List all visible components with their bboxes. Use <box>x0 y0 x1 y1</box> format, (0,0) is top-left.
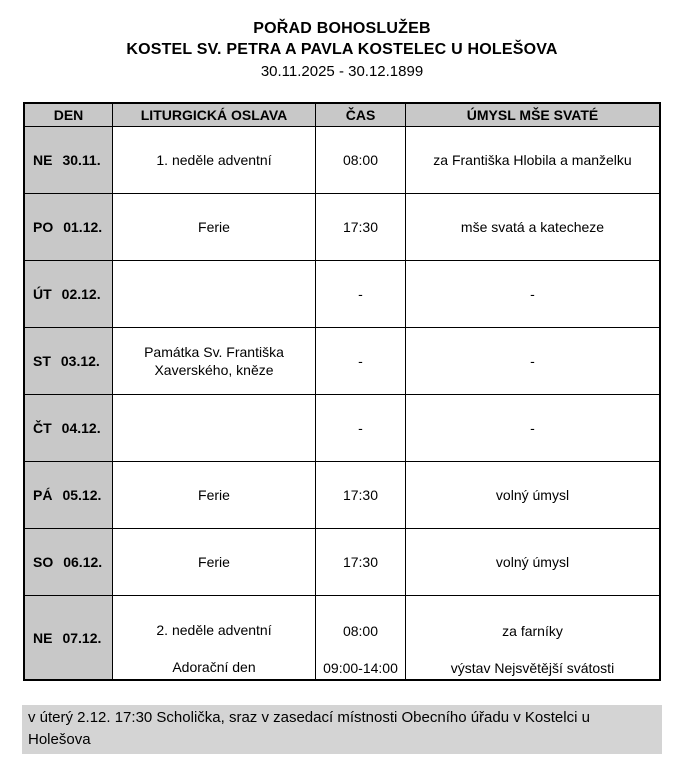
header-time: ČAS <box>315 104 405 126</box>
footer-note: v úterý 2.12. 17:30 Scholička, sraz v zasedací místnosti Obecního úřadu v Kostelci u Holešova <box>22 705 662 754</box>
church-name: KOSTEL SV. PETRA A PAVLA KOSTELEC U HOLEŠOVA <box>126 41 558 58</box>
title-block <box>0 0 684 82</box>
day-cell <box>25 193 112 260</box>
time-cell: 17:30 <box>315 193 405 260</box>
intention-cell <box>405 595 659 679</box>
celebration-cell <box>112 260 315 327</box>
celebration-cell: Ferie <box>112 193 315 260</box>
schedule-table <box>23 102 661 681</box>
date-range: 30.11.2025 - 30.12.1899 <box>260 63 424 80</box>
time-cell: 17:30 <box>315 461 405 528</box>
day-abbr: NE <box>33 629 53 646</box>
intention-cell: - <box>405 327 659 394</box>
header-intention: ÚMYSL MŠE SVATÉ <box>405 104 659 126</box>
day-abbr: SO <box>33 554 54 570</box>
time-cell: - <box>315 327 405 394</box>
table-row <box>25 126 659 193</box>
day-cell <box>25 327 112 394</box>
celebration-cell: Ferie <box>112 528 315 595</box>
day-abbr: PO <box>33 219 54 235</box>
table-row <box>25 260 659 327</box>
intention-line1: za farníky <box>502 623 563 639</box>
celebration-cell: Památka Sv. Františka Xaverského, kněze <box>112 327 315 394</box>
table-row <box>25 595 659 679</box>
table-row <box>25 528 659 595</box>
day-date: 04.12. <box>61 420 101 436</box>
intention-line2: výstav Nejsvětější svátosti <box>450 660 615 676</box>
intention-cell: mše svatá a katecheze <box>405 193 659 260</box>
time-line2: 09:00-14:00 <box>323 660 398 676</box>
table-row <box>25 394 659 461</box>
intention-cell: za Františka Hlobila a manželku <box>405 126 659 193</box>
table-row <box>25 461 659 528</box>
intention-cell: volný úmysl <box>405 461 659 528</box>
day-abbr: PÁ <box>33 487 53 503</box>
intention-cell: - <box>405 394 659 461</box>
day-cell <box>25 126 112 193</box>
day-date: 30.11. <box>62 152 101 168</box>
table-row <box>25 327 659 394</box>
day-date: 06.12. <box>63 554 103 570</box>
day-date: 01.12. <box>63 219 103 235</box>
time-cell: 08:00 <box>315 126 405 193</box>
time-cell: - <box>315 394 405 461</box>
celebration-cell <box>112 595 315 679</box>
day-abbr: ÚT <box>33 286 52 302</box>
day-date: 07.12. <box>62 629 102 646</box>
celebration-cell <box>112 394 315 461</box>
celebration-cell: 1. neděle adventní <box>112 126 315 193</box>
intention-cell: volný úmysl <box>405 528 659 595</box>
intention-cell: - <box>405 260 659 327</box>
day-cell <box>25 595 112 679</box>
table-header-row <box>25 104 659 126</box>
header-day: DEN <box>25 104 112 126</box>
day-date: 02.12. <box>61 286 101 302</box>
day-cell <box>25 260 112 327</box>
day-date: 05.12. <box>62 487 102 503</box>
day-abbr: ST <box>33 353 51 369</box>
table-row <box>25 193 659 260</box>
time-cell: - <box>315 260 405 327</box>
header-celebration: LITURGICKÁ OSLAVA <box>112 104 315 126</box>
celebration-cell: Ferie <box>112 461 315 528</box>
time-cell <box>315 595 405 679</box>
day-cell <box>25 394 112 461</box>
time-line1: 08:00 <box>342 623 379 639</box>
day-cell <box>25 528 112 595</box>
celebration-line2: Adorační den <box>172 659 256 675</box>
day-abbr: NE <box>33 152 53 168</box>
day-abbr: ČT <box>33 420 52 436</box>
page-title: POŘAD BOHOSLUŽEB <box>253 20 431 37</box>
celebration-line1: 2. neděle adventní <box>156 622 272 638</box>
time-cell: 17:30 <box>315 528 405 595</box>
day-date: 03.12. <box>60 353 100 369</box>
day-cell <box>25 461 112 528</box>
